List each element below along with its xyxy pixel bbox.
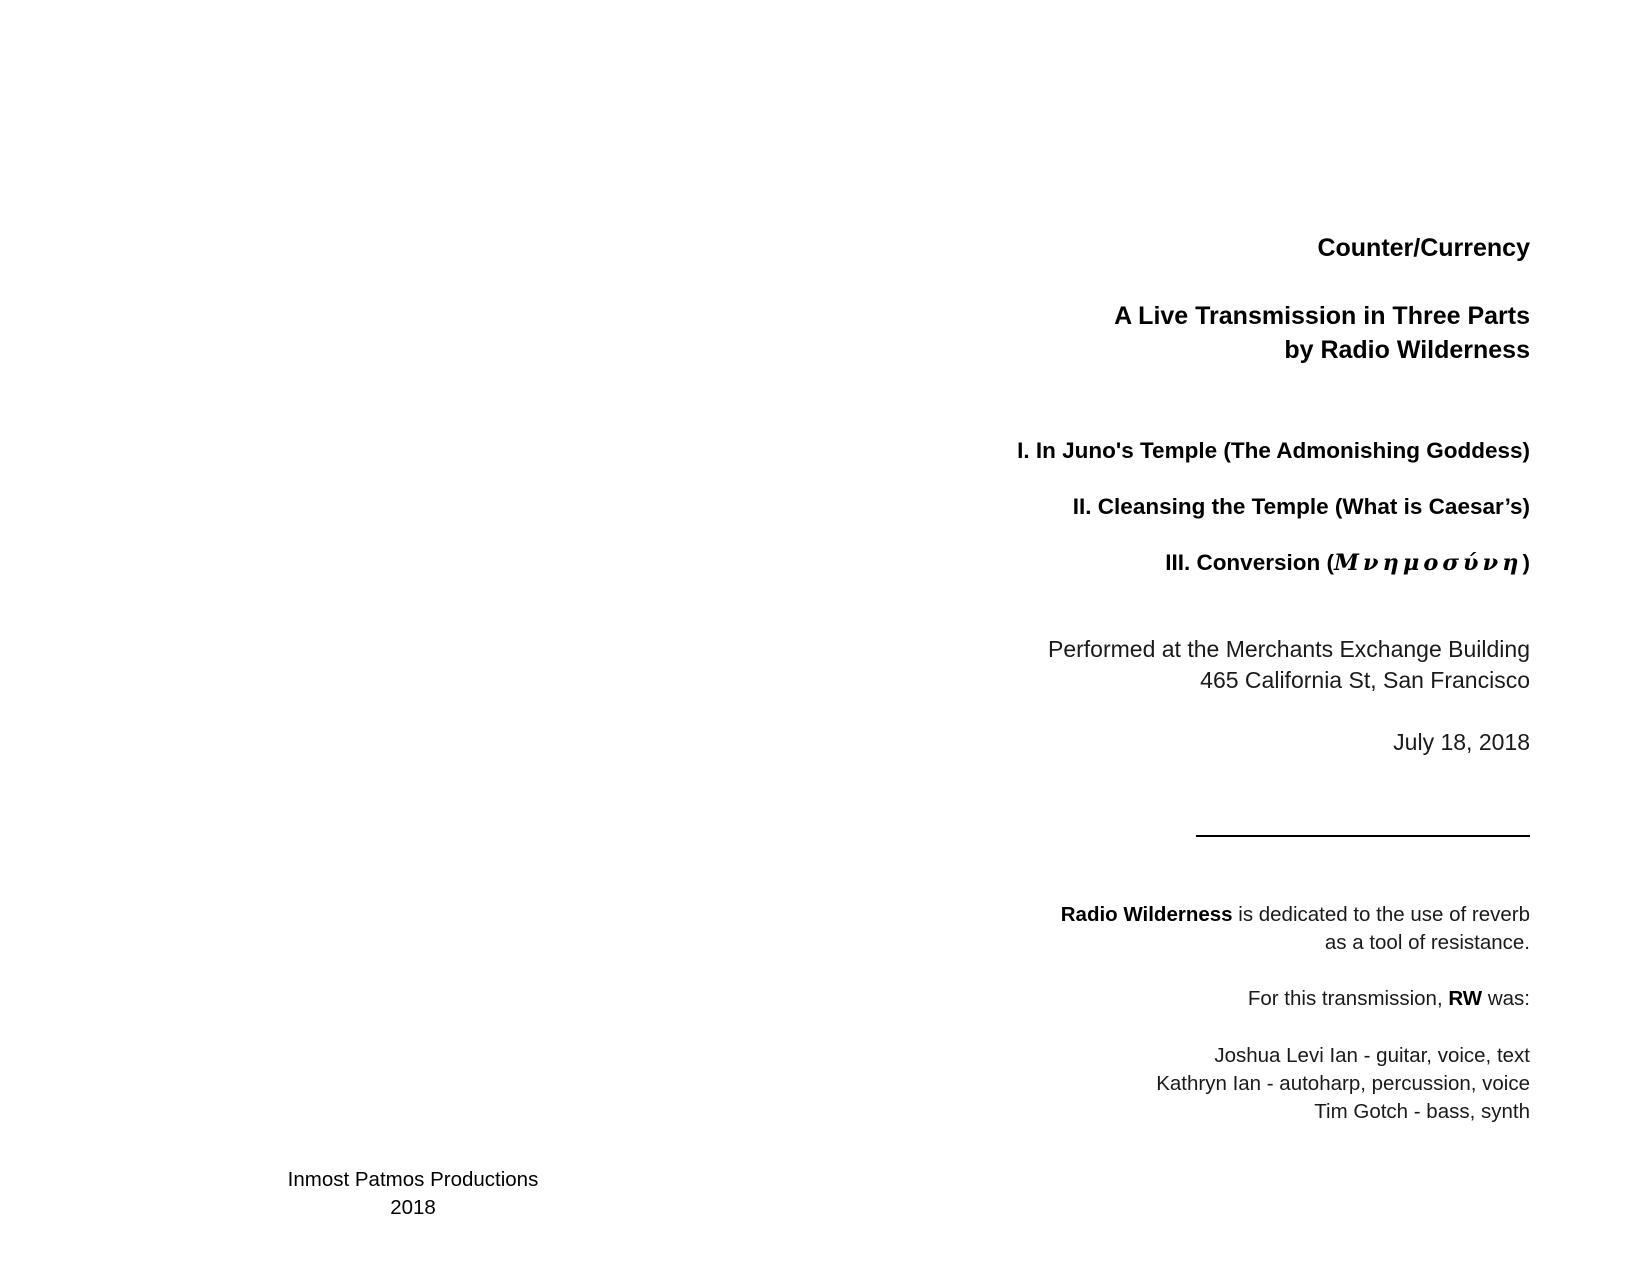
dedication-line-2: as a tool of resistance. [1324, 931, 1530, 954]
venue-line-2: 465 California St, San Francisco [1200, 667, 1530, 693]
part-two-title: II. Cleansing the Temple (What is Caesar’s) [1072, 494, 1530, 519]
subtitle-line-2: by Radio Wilderness [1284, 336, 1530, 364]
producer-name: Inmost Patmos Productions [287, 1168, 539, 1191]
band-name: Radio Wilderness [1060, 903, 1233, 926]
dedication-text: is dedicated to the use of reverb [1232, 903, 1530, 926]
lineup-intro-after: was: [1482, 987, 1530, 1010]
subtitle-line-1: A Live Transmission in Three Parts [1114, 302, 1530, 330]
part-one-title: I. In Juno's Temple (The Admonishing Goddess) [1017, 438, 1530, 463]
member-credit: Joshua Levi Ian - guitar, voice, text [1214, 1044, 1530, 1067]
part-three-suffix: ) [1522, 550, 1530, 575]
performance-date: July 18, 2018 [1393, 729, 1530, 755]
lineup-intro-before: For this transmission, [1247, 987, 1449, 1010]
part-three-prefix: III. Conversion ( [1165, 550, 1334, 575]
section-divider [1196, 835, 1530, 837]
band-abbreviation: RW [1448, 987, 1483, 1010]
dedication-line-1 [1061, 905, 1530, 926]
program-title: Counter/Currency [1317, 234, 1530, 262]
lineup-intro [1248, 989, 1530, 1010]
part-three-title [1165, 552, 1530, 575]
venue-line-1: Performed at the Merchants Exchange Building [1048, 636, 1530, 662]
part-three-greek: Μνημοσύνη [1333, 550, 1523, 576]
member-credit: Kathryn Ian - autoharp, percussion, voice [1156, 1072, 1530, 1095]
producer-year: 2018 [390, 1196, 436, 1219]
member-credit: Tim Gotch - bass, synth [1314, 1100, 1530, 1123]
